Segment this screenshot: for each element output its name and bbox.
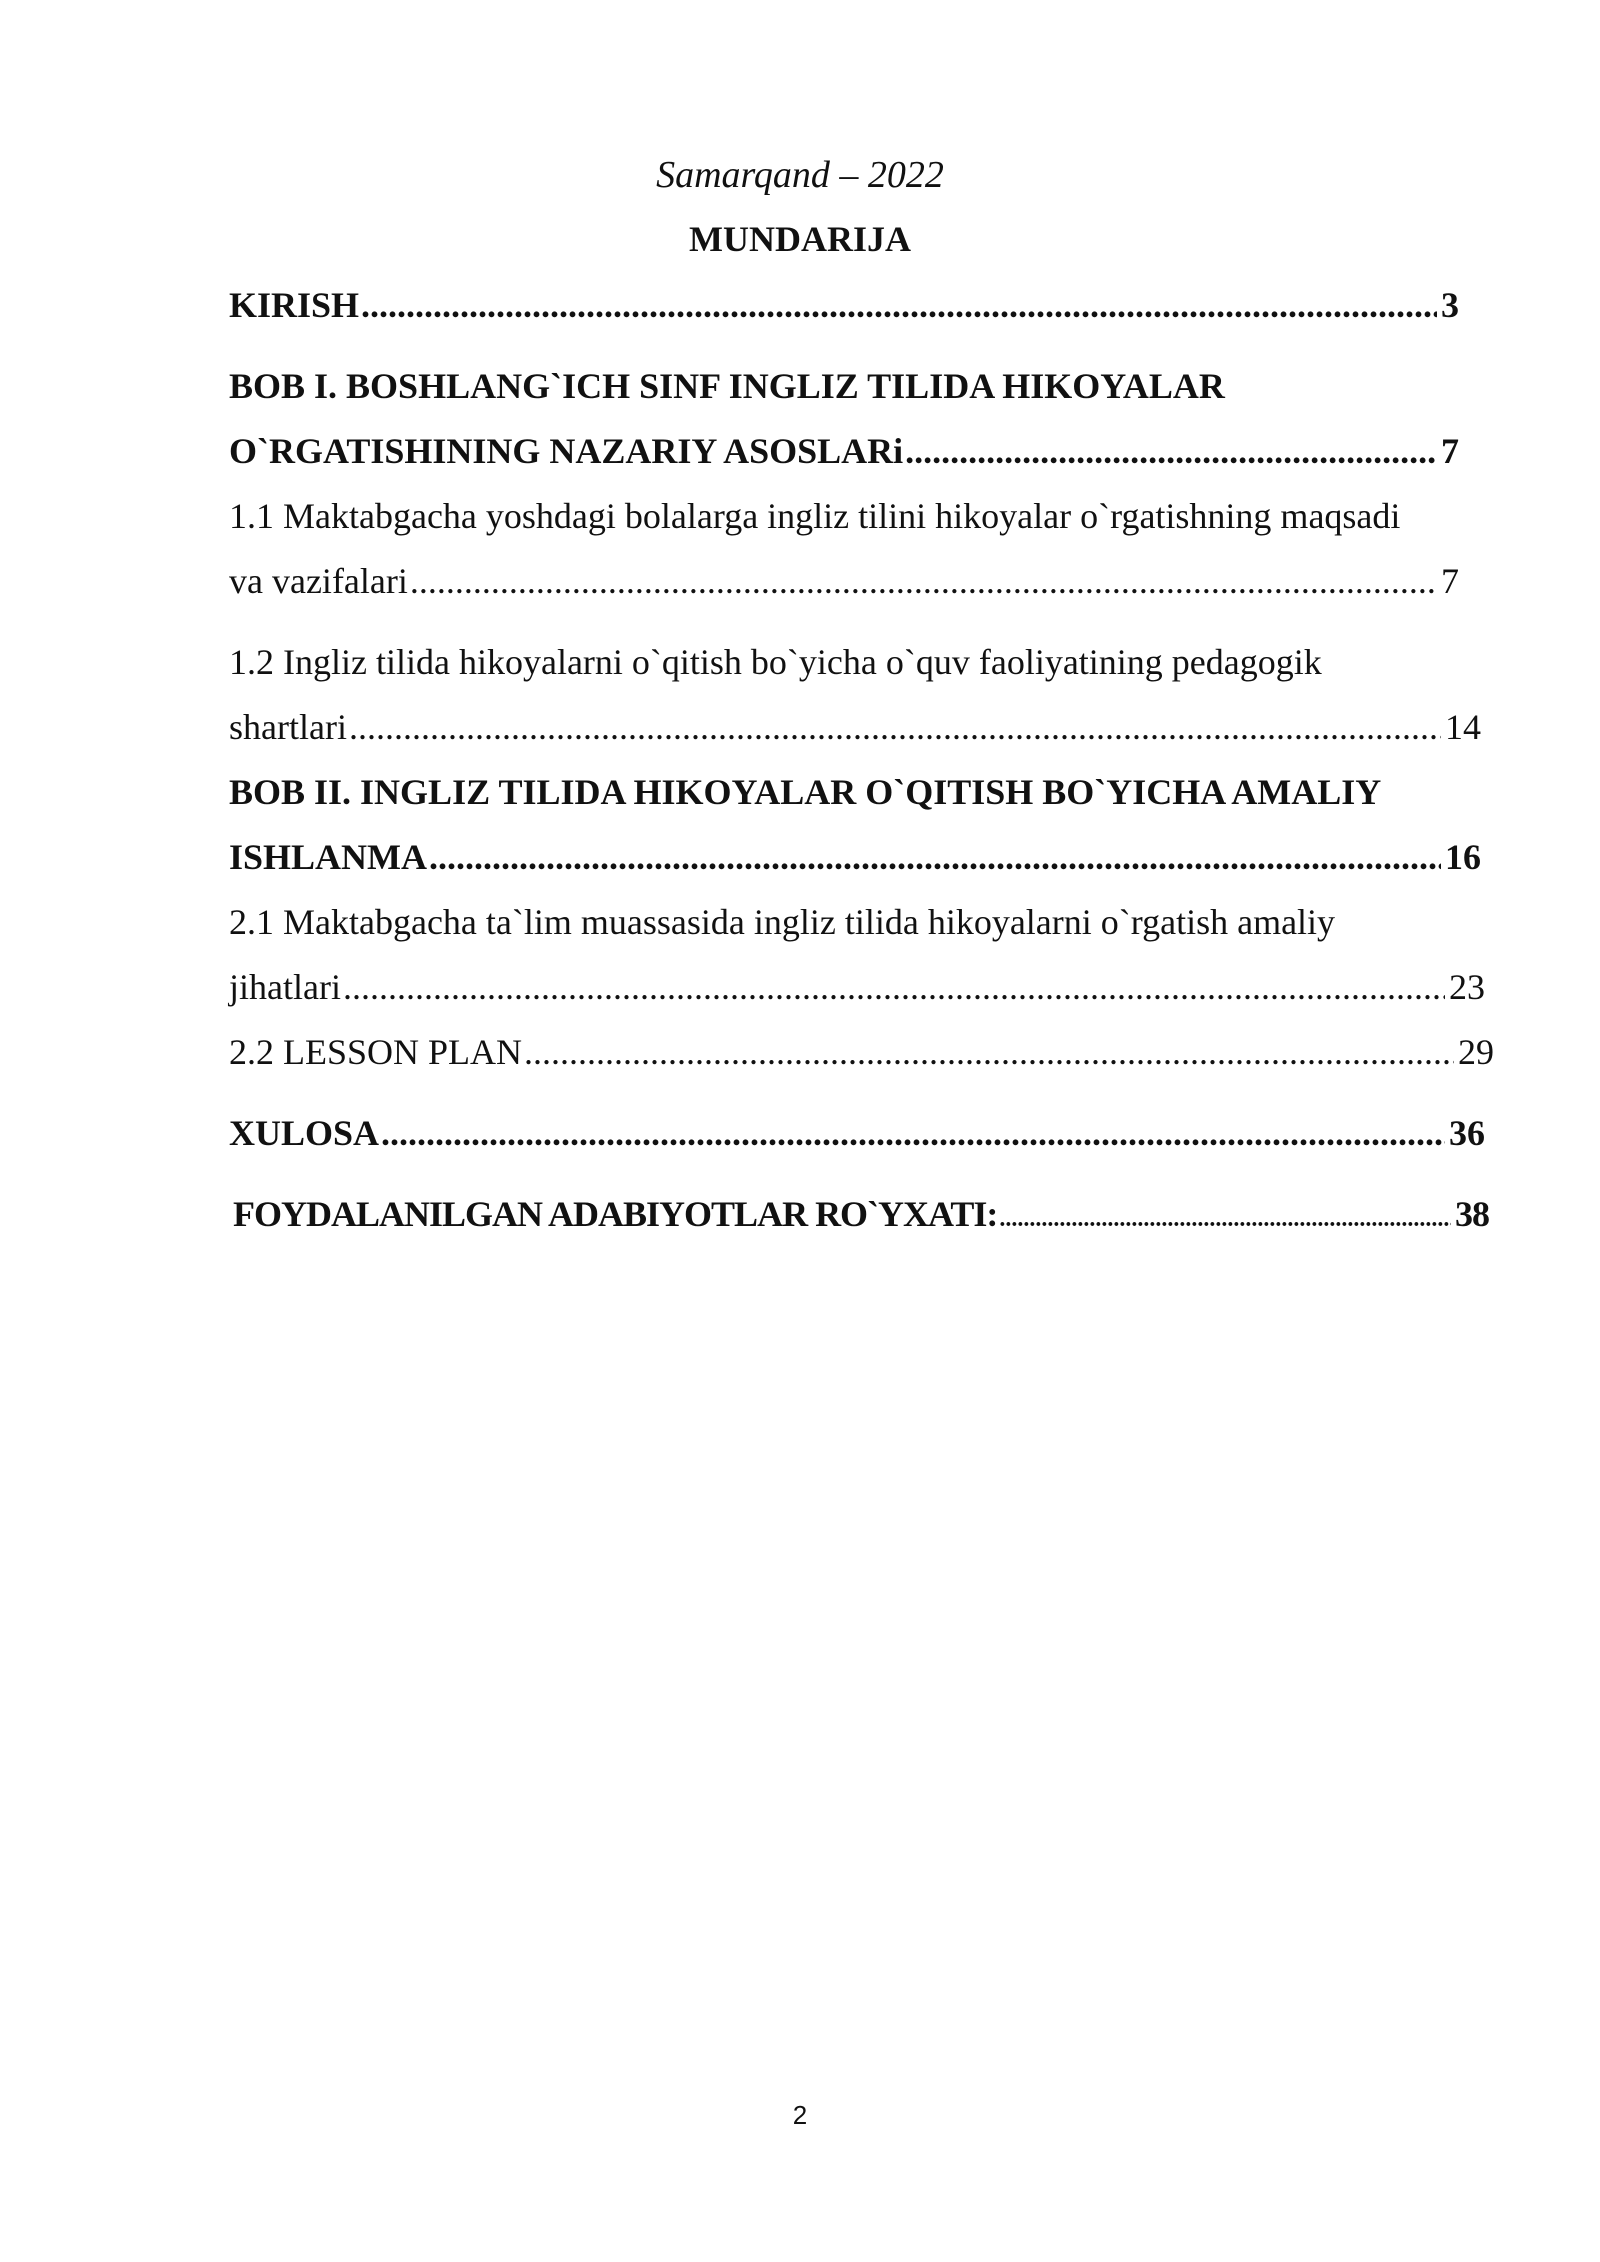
dot-leader (410, 556, 1437, 606)
toc-entry-2-2[interactable] (229, 1027, 1494, 1077)
toc-entry-label: ISHLANMA (229, 837, 428, 877)
toc-page-number: 3 (1441, 285, 1459, 325)
toc-entry-bob2-line1[interactable]: BOB II. INGLIZ TILIDA HIKOYALAR O`QITISH BO`YICHA AMALIY (229, 772, 1382, 812)
page-number: 2 (792, 2100, 808, 2130)
toc-page-number: 16 (1445, 837, 1481, 877)
toc-entry-label: shartlari (229, 707, 347, 747)
toc-entry-2-1[interactable] (229, 962, 1485, 1012)
toc-entry-label: jihatlari (229, 967, 341, 1007)
toc-page-number: 38 (1455, 1194, 1489, 1234)
toc-entry-1-1[interactable] (229, 556, 1459, 606)
toc-entry-xulosa[interactable] (229, 1108, 1485, 1158)
toc-entry-bob1[interactable] (229, 426, 1459, 476)
dot-leader (361, 280, 1437, 330)
toc-entry-label: O`RGATISHINING NAZARIY ASOSLARi (229, 431, 904, 471)
toc-entry-1-2[interactable] (229, 702, 1481, 752)
toc-entry-1-1-line1[interactable]: 1.1 Maktabgacha yoshdagi bolalarga ingliz tilini hikoyalar o`rgatishning maqsadi (229, 496, 1401, 536)
toc-page-number: 29 (1458, 1032, 1494, 1072)
toc-entry-bob2[interactable] (229, 832, 1481, 882)
city-year: Samarqand – 2022 (656, 154, 944, 196)
toc-entry-1-2-line1[interactable]: 1.2 Ingliz tilida hikoyalarni o`qitish bo`yicha o`quv faoliyatining pedagogik (229, 642, 1322, 682)
toc-page-number: 23 (1449, 967, 1485, 1007)
toc-entry-label: XULOSA (229, 1113, 380, 1153)
toc-page-number: 36 (1449, 1113, 1485, 1153)
dot-leader (524, 1027, 1454, 1077)
dot-leader (905, 426, 1437, 476)
toc-page-number: 14 (1445, 707, 1481, 747)
dot-leader (343, 962, 1445, 1012)
toc-entry-2-1-line1[interactable]: 2.1 Maktabgacha ta`lim muassasida ingliz tilida hikoyalarni o`rgatish amaliy (229, 902, 1336, 942)
toc-entry-kirish[interactable] (229, 280, 1459, 330)
toc-page-number: 7 (1441, 431, 1459, 471)
toc-entry-label: 2.2 LESSON PLAN (229, 1032, 523, 1072)
dot-leader (381, 1108, 1445, 1158)
toc-entry-label: FOYDALANILGAN ADABIYOTLAR RO`YXATI: (233, 1194, 998, 1234)
toc-entry-label: va vazifalari (229, 561, 408, 601)
dot-leader (429, 832, 1441, 882)
toc-page-number: 7 (1441, 561, 1459, 601)
toc-entry-label: KIRISH (229, 285, 360, 325)
toc-entry-bob1-line1[interactable]: BOB I. BOSHLANG`ICH SINF INGLIZ TILIDA HIKOYALAR (229, 366, 1225, 406)
toc-title: MUNDARIJA (689, 219, 911, 259)
dot-leader (349, 702, 1441, 752)
dot-leader (999, 1189, 1451, 1244)
toc-entry-references[interactable] (233, 1189, 1489, 1244)
